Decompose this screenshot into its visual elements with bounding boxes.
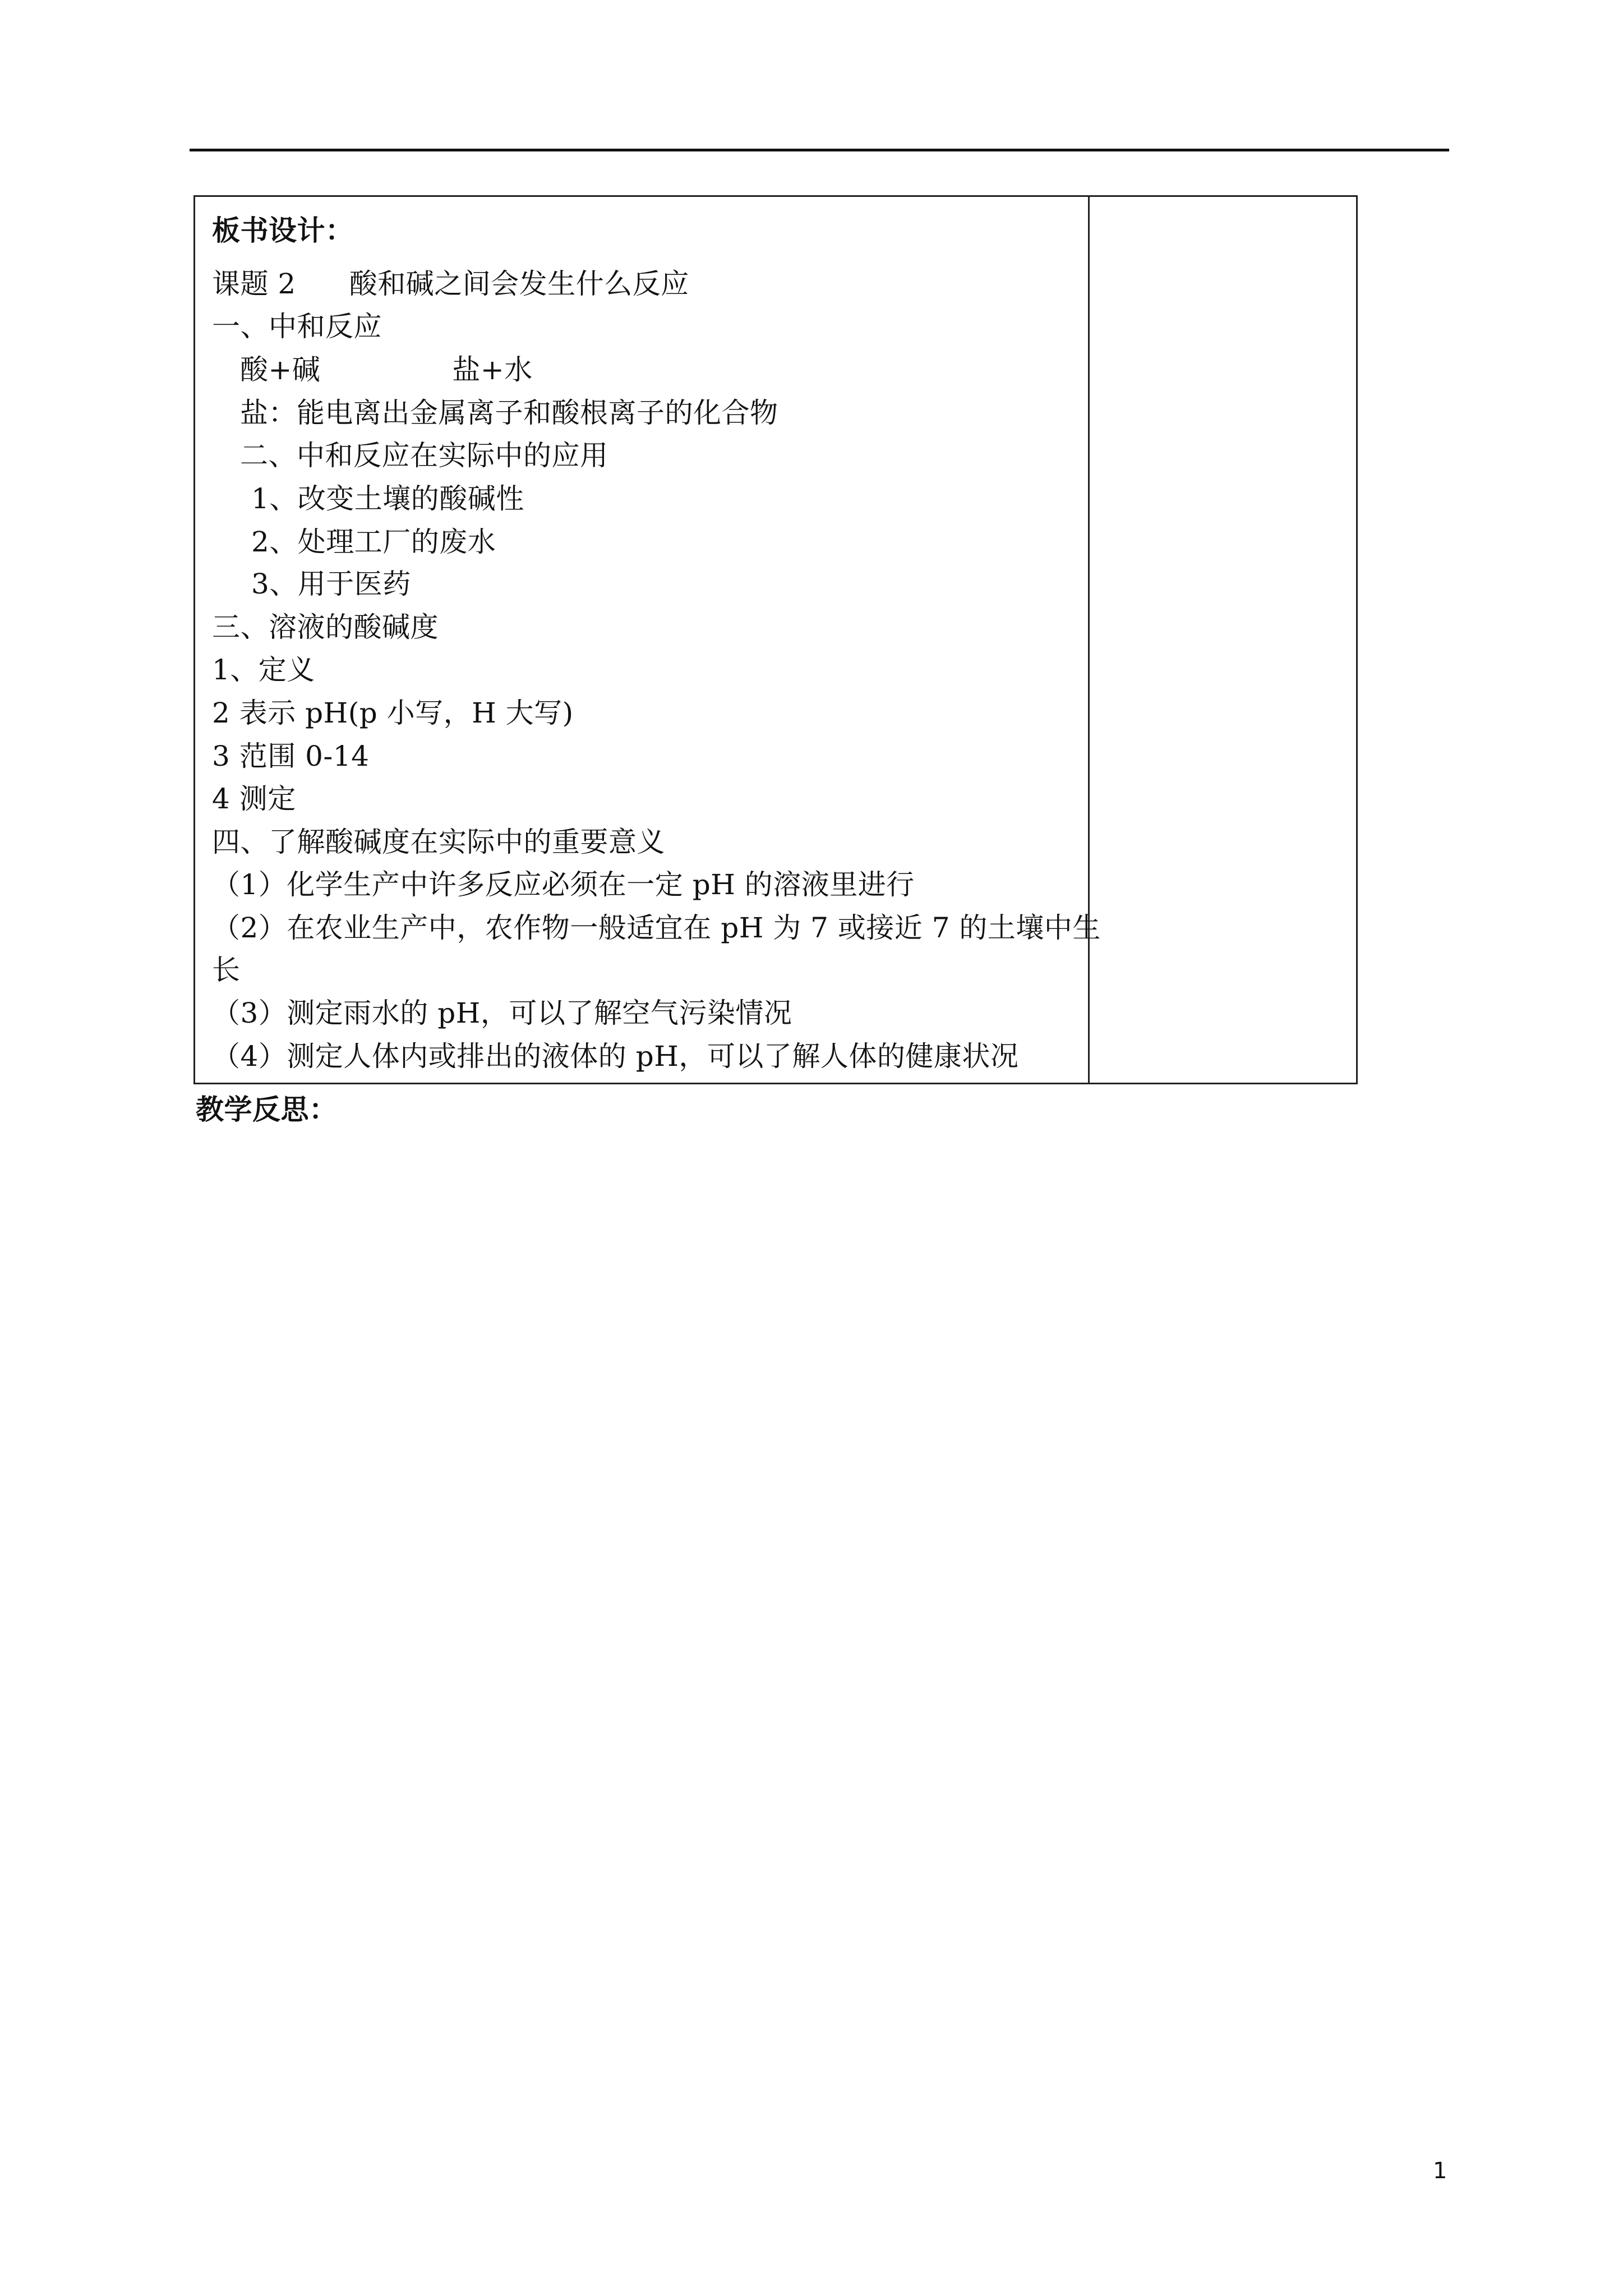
- header-rule: [190, 149, 1449, 151]
- teaching-reflection-heading: 教学反思：: [196, 1093, 338, 1126]
- importance-item: （2）在农业生产中，农作物一般适宜在 pH 为 7 或接近 7 的土壤中生: [212, 912, 1101, 944]
- section-applications: 二、中和反应在实际中的应用: [240, 439, 608, 472]
- salt-definition: 盐：能电离出金属离子和酸根离子的化合物: [240, 397, 778, 429]
- board-design-cell: [195, 197, 1101, 1083]
- importance-item: （4）测定人体内或排出的液体的 pH，可以了解人体的健康状况: [212, 1040, 1019, 1073]
- section-importance: 四、了解酸碱度在实际中的重要意义: [212, 826, 665, 858]
- lesson-title-main: 酸和碱之间会发生什么反应: [349, 268, 689, 300]
- application-item: 2、处理工厂的废水: [251, 526, 496, 558]
- lesson-title-prefix: 课题 2: [212, 268, 296, 300]
- application-item: 1、改变土壤的酸碱性: [251, 482, 524, 515]
- lesson-title: [212, 267, 689, 301]
- board-design-heading: 板书设计：: [212, 214, 354, 247]
- importance-item: （1）化学生产中许多反应必须在一定 pH 的溶液里进行: [212, 868, 915, 901]
- section-neutralization: 一、中和反应: [212, 310, 382, 343]
- ph-item: 3 范围 0-14: [212, 740, 370, 772]
- importance-item-continuation: 长: [212, 954, 241, 986]
- page-number: 1: [1433, 2158, 1447, 2184]
- ph-item: 1、定义: [212, 654, 315, 686]
- section-ph: 三、溶液的酸碱度: [212, 611, 439, 643]
- importance-item: （3）测定雨水的 pH，可以了解空气污染情况: [212, 997, 792, 1029]
- lesson-plan-table: [193, 195, 1358, 1084]
- reaction-products: 盐+水: [452, 353, 533, 386]
- reaction-equation: [240, 353, 533, 386]
- ph-item: 2 表示 pH(p 小写，H 大写): [212, 697, 574, 729]
- ph-item: 4 测定: [212, 783, 296, 815]
- notes-cell: [1090, 197, 1356, 1083]
- application-item: 3、用于医药: [251, 568, 411, 600]
- reaction-reactants: 酸+碱: [240, 353, 321, 386]
